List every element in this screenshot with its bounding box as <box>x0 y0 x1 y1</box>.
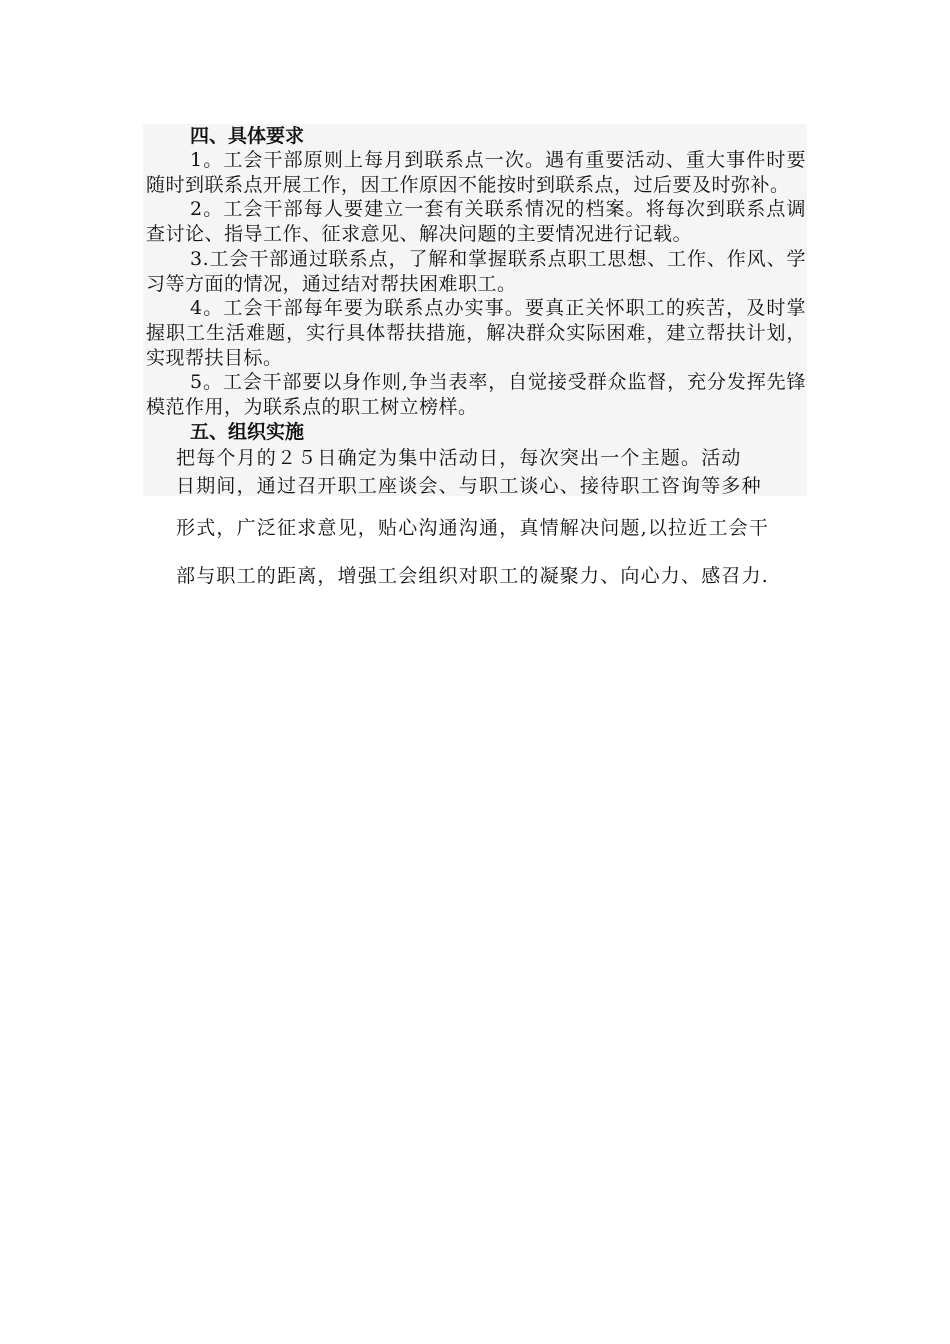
section-5-heading: 五、组织实施 <box>190 420 305 443</box>
section-4-heading: 四、具体要求 <box>190 125 305 147</box>
requirement-item-2: 2。工会干部每人要建立一套有关联系情况的档案。将每次到联系点调查讨论、指导工作、征求意见、解决问题的主要情况进行记载。 <box>146 198 806 246</box>
requirement-item-1: 1。工会干部原则上每月到联系点一次。遇有重要活动、重大事件时要随时到联系点开展工作，因工作原因不能按时到联系点，过后要及时弥补。 <box>146 149 806 196</box>
implementation-paragraph <box>146 444 806 590</box>
implementation-line-2: 日期间，通过召开职工座谈会、与职工谈心、接待职工咨询等多种 <box>176 474 762 497</box>
document-body <box>146 124 806 590</box>
implementation-line-4: 部与职工的距离，增强工会组织对职工的凝聚力、向心力、感召力. <box>176 564 770 587</box>
requirement-item-4: 4。工会干部每年要为联系点办实事。要真正关怀职工的疾苦，及时掌握职工生活难题，实行具体帮扶措施，解决群众实际困难，建立帮扶计划，实现帮扶目标。 <box>146 297 806 369</box>
implementation-line-1: 把每个月的２５日确定为集中活动日，每次突出一个主题。活动 <box>176 446 742 469</box>
implementation-line-3: 形式，广泛征求意见，贴心沟通沟通，真情解决问题,以拉近工会干 <box>176 516 770 539</box>
requirement-item-3: 3.工会干部通过联系点，了解和掌握联系点职工思想、工作、作风、学习等方面的情况，通过结对帮扶困难职工。 <box>146 247 806 295</box>
requirement-item-5: 5。工会干部要以身作则,争当表率，自觉接受群众监督，充分发挥先锋模范作用，为联系点的职工树立榜样。 <box>146 371 806 419</box>
